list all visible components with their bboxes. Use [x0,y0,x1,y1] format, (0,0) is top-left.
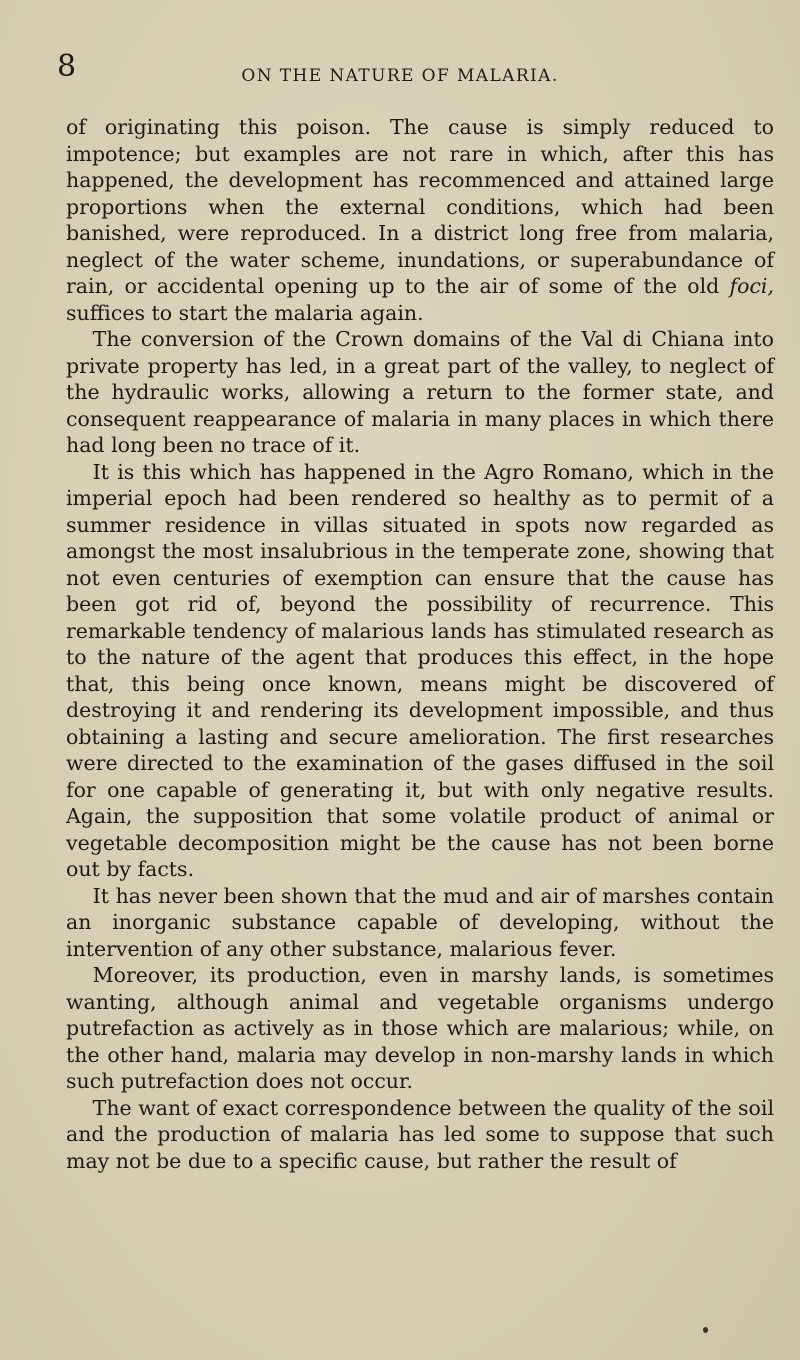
paragraph-2 [66,326,774,459]
paragraph-1 [66,114,774,326]
paragraph-1-italic: foci, [729,274,774,298]
paragraph-1-after: suffices to start the malaria again. [66,300,424,325]
paragraph-3-text: It is this which has happened in the Agro Romano, which in the imperial epoch had been rendered so healthy as to permit of a summer residence in villas situated in spots now regarded as amongst the most insalubrious in the temperate zone, showing that not even centuries of exemption can ensure that the cause has been got rid of, beyond the possibility of recurrence. This remarkable tendency of malarious lands has stimulated research as to the nature of the agent that produces this effect, in the hope that, this being once known, means might be discovered of destroying it and rendering its development impossible, and thus obtaining a lasting and secure amelioration. The first researches were directed to the examination of the gases diffused in the soil for one capable of generating it, but with only negative results. Again, the supposition that some volatile product of animal or vegetable decomposition might be the cause has not been borne out by facts. [66,459,774,881]
paragraph-4-text: It has never been shown that the mud and air of marshes contain an inorganic substance capable of developing, without the intervention of any other substance, malarious fever. [66,883,774,961]
paragraph-6-text: The want of exact correspondence between the quality of the soil and the production of malaria has led some to suppose that such may not be due to a specific cause, but rather the result of [66,1095,774,1173]
running-head: ON THE NATURE OF MALARIA. [241,66,559,86]
paragraph-3 [66,459,774,883]
paragraph-1-text: of originating this poison. The cause is simply reduced to impotence; but examples are not rare in which, after this has happened, the development has recommenced and attained large proportions when the external conditions, which had been banished, were reproduced. In a district long free from malaria, neglect of the water scheme, inundations, or superabundance of rain, or accidental opening up to the air of some of the old [66,115,774,298]
page-number: 8 [57,49,77,84]
paragraph-2-text: The conversion of the Crown domains of the Val di Chiana into private property has led, in a great part of the valley, to neglect of the hydraulic works, allowing a return to the former state, and consequent reappearance of malaria in many places in which there had long been no trace of it. [66,327,774,457]
paragraph-5-text: Moreover, its production, even in marshy lands, is sometimes wanting, although animal and vegetable organisms undergo putrefaction as actively as in those which are malarious; while, on the other hand, malaria may develop in non-marshy lands in which such putrefaction does not occur. [66,963,774,1093]
ink-speck [703,1327,708,1333]
paragraph-6 [66,1095,774,1175]
body-text [66,114,774,1174]
paragraph-4 [66,883,774,963]
paragraph-5 [66,962,774,1095]
